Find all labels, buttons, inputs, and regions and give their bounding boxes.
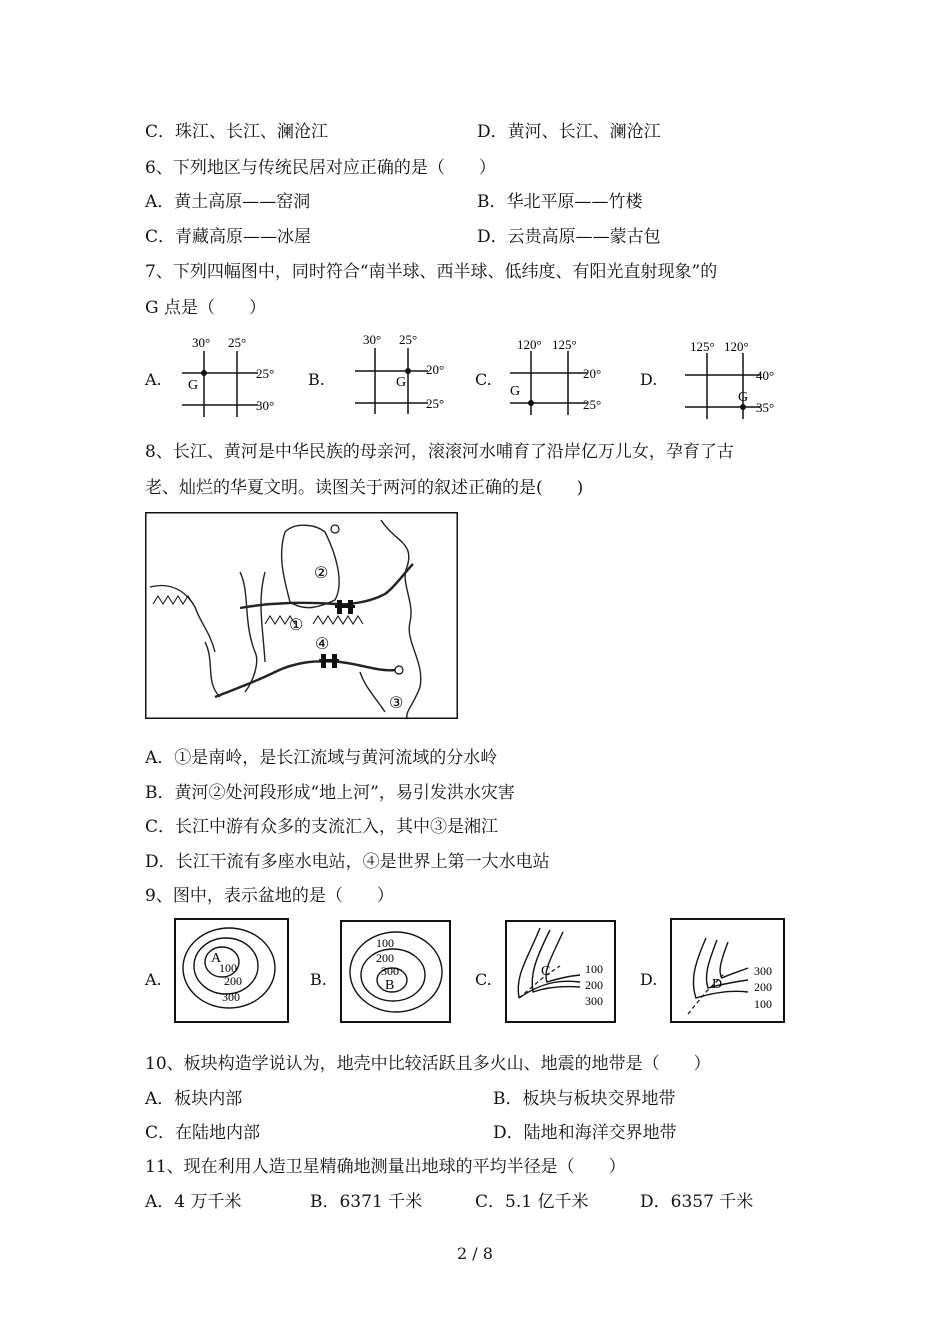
q9-stem: 9、图中，表示盆地的是（ ） <box>145 886 394 906</box>
q11-option-c: C．5.1 亿千米 <box>475 1192 589 1212</box>
q7c-right2: 25° <box>583 397 602 412</box>
q7c-right1: 20° <box>583 366 602 381</box>
q9b-v1: 100 <box>376 936 394 950</box>
q11-stem: 11、现在利用人造卫星精确地测量出地球的平均半径是（ ） <box>145 1157 626 1177</box>
q7a-point-g <box>201 370 207 376</box>
q9a-v2: 200 <box>224 974 242 988</box>
q7c-point-g <box>528 400 534 406</box>
q9c-letter: C <box>541 964 551 979</box>
q9d-v1: 300 <box>754 964 772 978</box>
q7-label-d: D. <box>640 370 658 389</box>
q9c-v1: 100 <box>585 962 603 976</box>
q7b-right1: 20° <box>426 362 445 377</box>
q9-figure-b <box>340 920 452 1024</box>
q7-label-c: C. <box>475 370 492 389</box>
q7d-top1: 125° <box>690 339 715 354</box>
q7-label-b: B. <box>308 370 325 389</box>
q9-label-d: D. <box>640 970 658 989</box>
q8-option-d: D．长江干流有多座水电站，④是世界上第一大水电站 <box>145 852 550 872</box>
q7-label-a: A. <box>145 370 162 389</box>
q7a-right1: 25° <box>256 366 275 381</box>
q6-option-a: A．黄土高原——窑洞 <box>145 192 311 212</box>
q10-option-d: D．陆地和海洋交界地带 <box>493 1123 677 1143</box>
q7-stem-line2: G 点是（ ） <box>145 298 266 318</box>
q6-option-b: B．华北平原——竹楼 <box>477 192 643 212</box>
q7a-top2: 25° <box>228 335 247 350</box>
q7c-top2: 125° <box>552 337 577 352</box>
q9c-v3: 300 <box>585 994 603 1008</box>
q6-stem: 6、下列地区与传统民居对应正确的是（ ） <box>145 158 496 178</box>
q7c-top1: 120° <box>517 337 542 352</box>
map-marker-3: ③ <box>389 695 404 712</box>
q9-figure-d <box>670 918 786 1024</box>
q7c-g-label: G <box>510 384 521 399</box>
q9b-v3: 300 <box>381 964 399 978</box>
page-number: 2 / 8 <box>457 1244 493 1263</box>
q9d-v2: 200 <box>754 980 772 994</box>
q8-option-c: C．长江中游有众多的支流汇入，其中③是湘江 <box>145 817 499 837</box>
q5-option-d: D．黄河、长江、澜沧江 <box>477 122 661 142</box>
q10-stem: 10、板块构造学说认为，地壳中比较活跃且多火山、地震的地带是（ ） <box>145 1054 711 1074</box>
q6-option-d: D．云贵高原——蒙古包 <box>477 227 661 247</box>
q7d-g-label: G <box>738 390 749 405</box>
q7b-right2: 25° <box>426 396 445 411</box>
q10-option-b: B．板块与板块交界地带 <box>493 1089 676 1109</box>
q7d-top2: 120° <box>724 339 749 354</box>
q9a-letter: A <box>211 951 222 966</box>
q10-option-a: A．板块内部 <box>145 1089 243 1109</box>
q7-figure-a <box>176 333 286 418</box>
q7d-right2: 35° <box>756 400 775 415</box>
q7b-point-g <box>405 368 411 374</box>
q9-label-a: A. <box>145 970 162 989</box>
q9b-v2: 200 <box>376 951 394 965</box>
q7b-g-label: G <box>396 375 407 390</box>
q7-stem-line1: 7、下列四幅图中，同时符合“南半球、西半球、低纬度、有阳光直射现象”的 <box>145 262 718 282</box>
q9-label-b: B. <box>310 970 327 989</box>
q8-stem-line2: 老、灿烂的华夏文明。读图关于两河的叙述正确的是( ) <box>145 478 584 498</box>
q8-river-map <box>145 512 458 719</box>
q9a-v3: 300 <box>222 990 240 1004</box>
q9d-v3: 100 <box>754 997 772 1011</box>
q9d-letter: D <box>712 977 723 992</box>
q7a-top1: 30° <box>192 335 211 350</box>
q11-option-b: B．6371 千米 <box>310 1192 423 1212</box>
map-marker-2: ② <box>314 565 329 582</box>
q7d-right1: 40° <box>756 368 775 383</box>
q7a-right2: 30° <box>256 398 275 413</box>
map-marker-4: ④ <box>315 636 330 653</box>
q9a-v1: 100 <box>219 961 237 975</box>
q8-option-a: A．①是南岭，是长江流域与黄河流域的分水岭 <box>145 748 498 768</box>
q8-stem-line1: 8、长江、黄河是中华民族的母亲河，滚滚河水哺育了沿岸亿万儿女，孕育了古 <box>145 442 734 462</box>
map-marker-1: ① <box>289 617 304 634</box>
q7-figure-d <box>680 333 795 423</box>
q7-figure-c <box>505 333 620 418</box>
q7b-top2: 25° <box>399 332 418 347</box>
q8-option-b: B．黄河②处河段形成“地上河”，易引发洪水灾害 <box>145 783 515 803</box>
q5-option-c: C．珠江、长江、澜沧江 <box>145 122 329 142</box>
q7a-g-label: G <box>188 378 199 393</box>
q9c-v2: 200 <box>585 978 603 992</box>
q9-figure-a <box>174 918 290 1024</box>
q11-option-d: D．6357 千米 <box>640 1192 754 1212</box>
q11-option-a: A．4 万千米 <box>145 1192 242 1212</box>
q9b-letter: B <box>385 978 395 993</box>
q9-figure-c <box>505 920 617 1024</box>
q6-option-c: C．青藏高原——冰屋 <box>145 227 312 247</box>
q7-figure-b <box>350 330 460 415</box>
q9-label-c: C. <box>475 970 492 989</box>
q10-option-c: C．在陆地内部 <box>145 1123 261 1143</box>
q7b-top1: 30° <box>363 332 382 347</box>
